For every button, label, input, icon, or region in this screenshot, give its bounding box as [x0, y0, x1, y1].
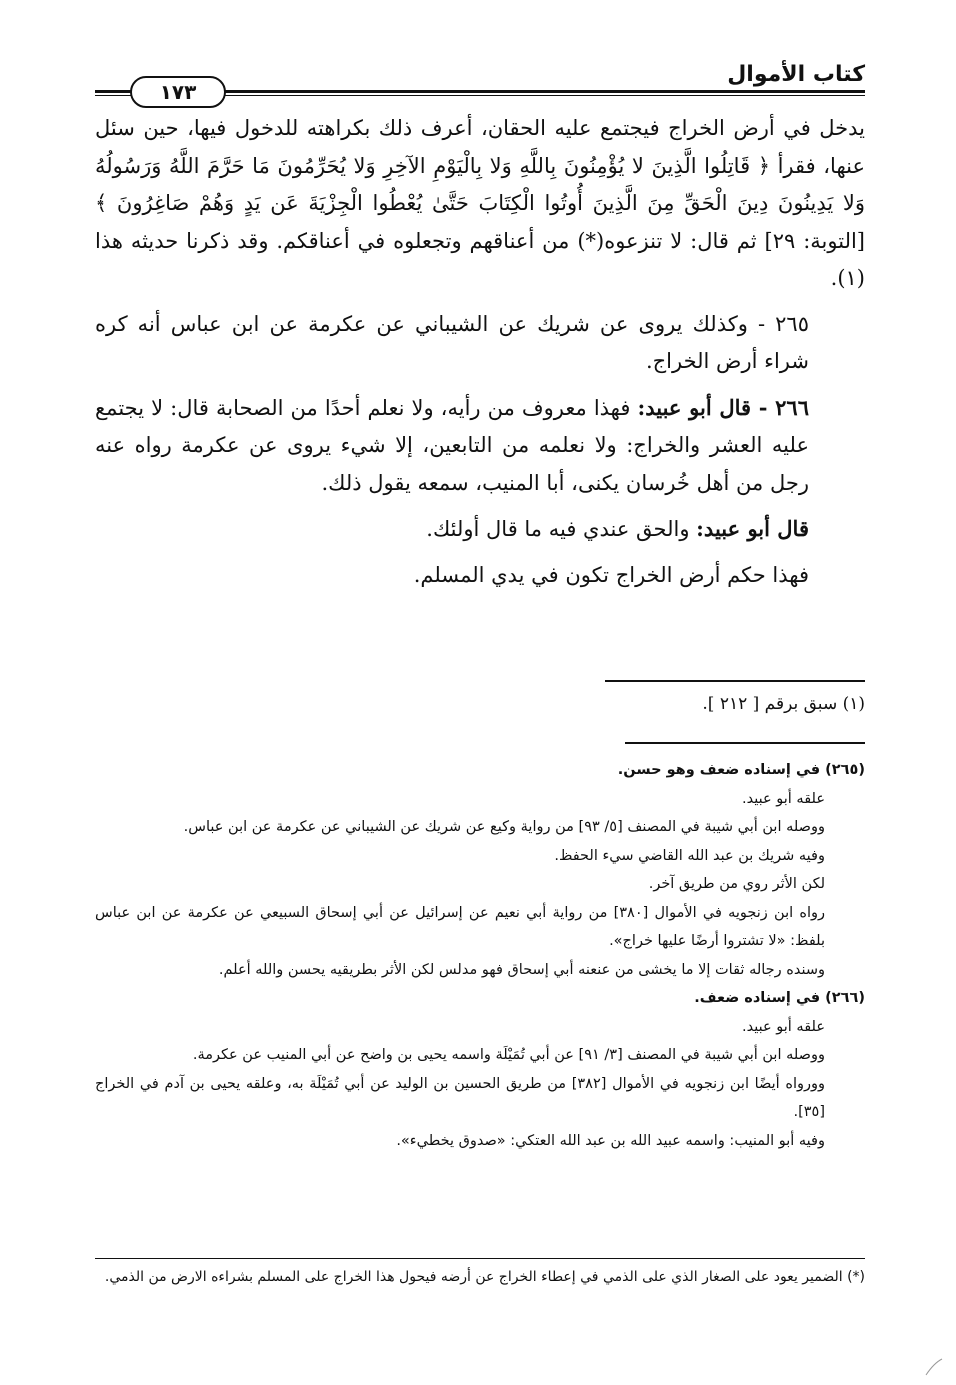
takhrij-line: وسنده رجاله ثقات إلا ما يخشى من عنعنه أبي إسحاق فهو مدلس لكن الأثر بطريقيه يحسن والله أعلم.: [218, 961, 825, 978]
footnote-star-separator: [95, 1258, 865, 1259]
takhrij-line: ووصله ابن أبي شيبة في المصنف [٣/ ٩١] عن أبي تُمَيْلَة واسمه يحيى بن واضح عن أبي المنيب عن عكرمة.: [192, 1047, 825, 1063]
speaker-label-2: قال أبو عبيد:: [696, 516, 809, 541]
book-title: كتاب الأموال: [727, 62, 865, 87]
scan-mark-icon: [924, 1357, 944, 1377]
paragraph-266-text: فهذا معروف من رأيه، ولا نعلم أحدًا من الصحابة قال: لا يجتمع عليه العشر والخراج: ولا نعلمه من التابعين، إلا شيء يروى عن عكرمة رواه عنه رجل من أهل خُرسان يكنى، أبا المنيب، سمعه يقول ذلك.: [95, 395, 809, 495]
paragraph-266: [95, 389, 865, 503]
takhrij-heading-265: (٢٦٥) في إسناده ضعف وهو حسن.: [617, 762, 865, 778]
paragraph-265: ٢٦٥ - وكذلك يروى عن شريك عن الشيباني عن عكرمة عن ابن عباس أنه كره شراء أرض الخراج.: [95, 311, 809, 373]
takhrij-line: علقه أبو عبيد.: [742, 1018, 825, 1035]
takhrij-line: لكن الأثر روي من طريق آخر.: [648, 876, 825, 892]
footnote-1: (١) سبق برقم [ ٢١٢ ].: [702, 694, 865, 714]
main-text: [95, 110, 865, 602]
page-header: [95, 62, 865, 102]
takhrij-line: وفيه شريك بن عبد الله القاضي سيء الحفظ.: [554, 847, 825, 864]
takhrij-notes: [95, 756, 865, 1155]
page-number: ١٧٣: [130, 76, 226, 108]
takhrij-line: ووصله ابن أبي شيبة في المصنف [٥/ ٩٣] من رواية وكيع عن شريك عن الشيباني عن عكرمة عن ابن عباس.: [183, 819, 825, 835]
footnote-separator: [605, 680, 865, 682]
speaker-label: ٢٦٦ - قال أبو عبيد:: [637, 394, 809, 420]
takhrij-heading-266: (٢٦٦) في إسناده ضعف.: [694, 990, 865, 1006]
takhrij-line: وفيه أبو المنيب: واسمه عبيد الله بن عبد الله العتكي: «صدوق يخطيء».: [396, 1132, 825, 1149]
takhrij-line: علقه أبو عبيد.: [742, 790, 825, 807]
takhrij-separator: [625, 742, 865, 744]
takhrij-line: رواه ابن زنجويه في الأموال [٣٨٠] من رواية أبي نعيم عن إسرائيل عن أبي إسحاق السبيعي عن عكرمة عن ابن عباس بلفظ: «لا تشتروا أرضًا عليها خراج».: [95, 904, 825, 949]
paragraph-conclusion: فهذا حكم أرض الخراج تكون في يدي المسلم.: [413, 562, 809, 587]
paragraph-quran-quote: يدخل في أرض الخراج فيجتمع عليه الحقان، أعرف ذلك بكراهته للدخول فيها، حين سئل عنها، فقرأ ﴿ قَاتِلُوا الَّذِينَ لا يُؤْمِنُونَ بِاللَّهِ وَلا بِالْيَوْمِ الآخِرِ وَلا يُحَرِّمُونَ مَا حَرَّمَ اللَّهُ وَرَسُولُهُ وَلا يَدِينُونَ دِينَ الْحَقِّ مِنَ الَّذِينَ أُوتُوا الْكِتَابَ حَتَّىٰ يُعْطُوا الْجِزْيَةَ عَن يَدٍ وَهُمْ صَاغِرُونَ ﴾ [التوبة: ٢٩] ثم قال: لا تنزعوه(*) من أعناقهم وتجعلوه في أعناقكم. وقد ذكرنا حديثه هذا (١).: [95, 116, 865, 290]
footnote-star: (*) الضمير يعود على الصغار الذي على الذمي في إعطاء الخراج عن أرضه فيحول هذا الخراج على المسلم بشراءه الارض من الذمي.: [104, 1269, 865, 1285]
takhrij-line: وورواه أيضًا ابن زنجويه في الأموال [٣٨٢] من طريق الحسين بن الوليد عن أبي تُمَيْلَة به، وعلقه يحيى بن آدم في الخراج [٣٥].: [95, 1075, 825, 1120]
paragraph-abu-ubaid-text: والحق عندي فيه ما قال أولئك.: [426, 517, 697, 541]
paragraph-abu-ubaid: [95, 510, 865, 549]
